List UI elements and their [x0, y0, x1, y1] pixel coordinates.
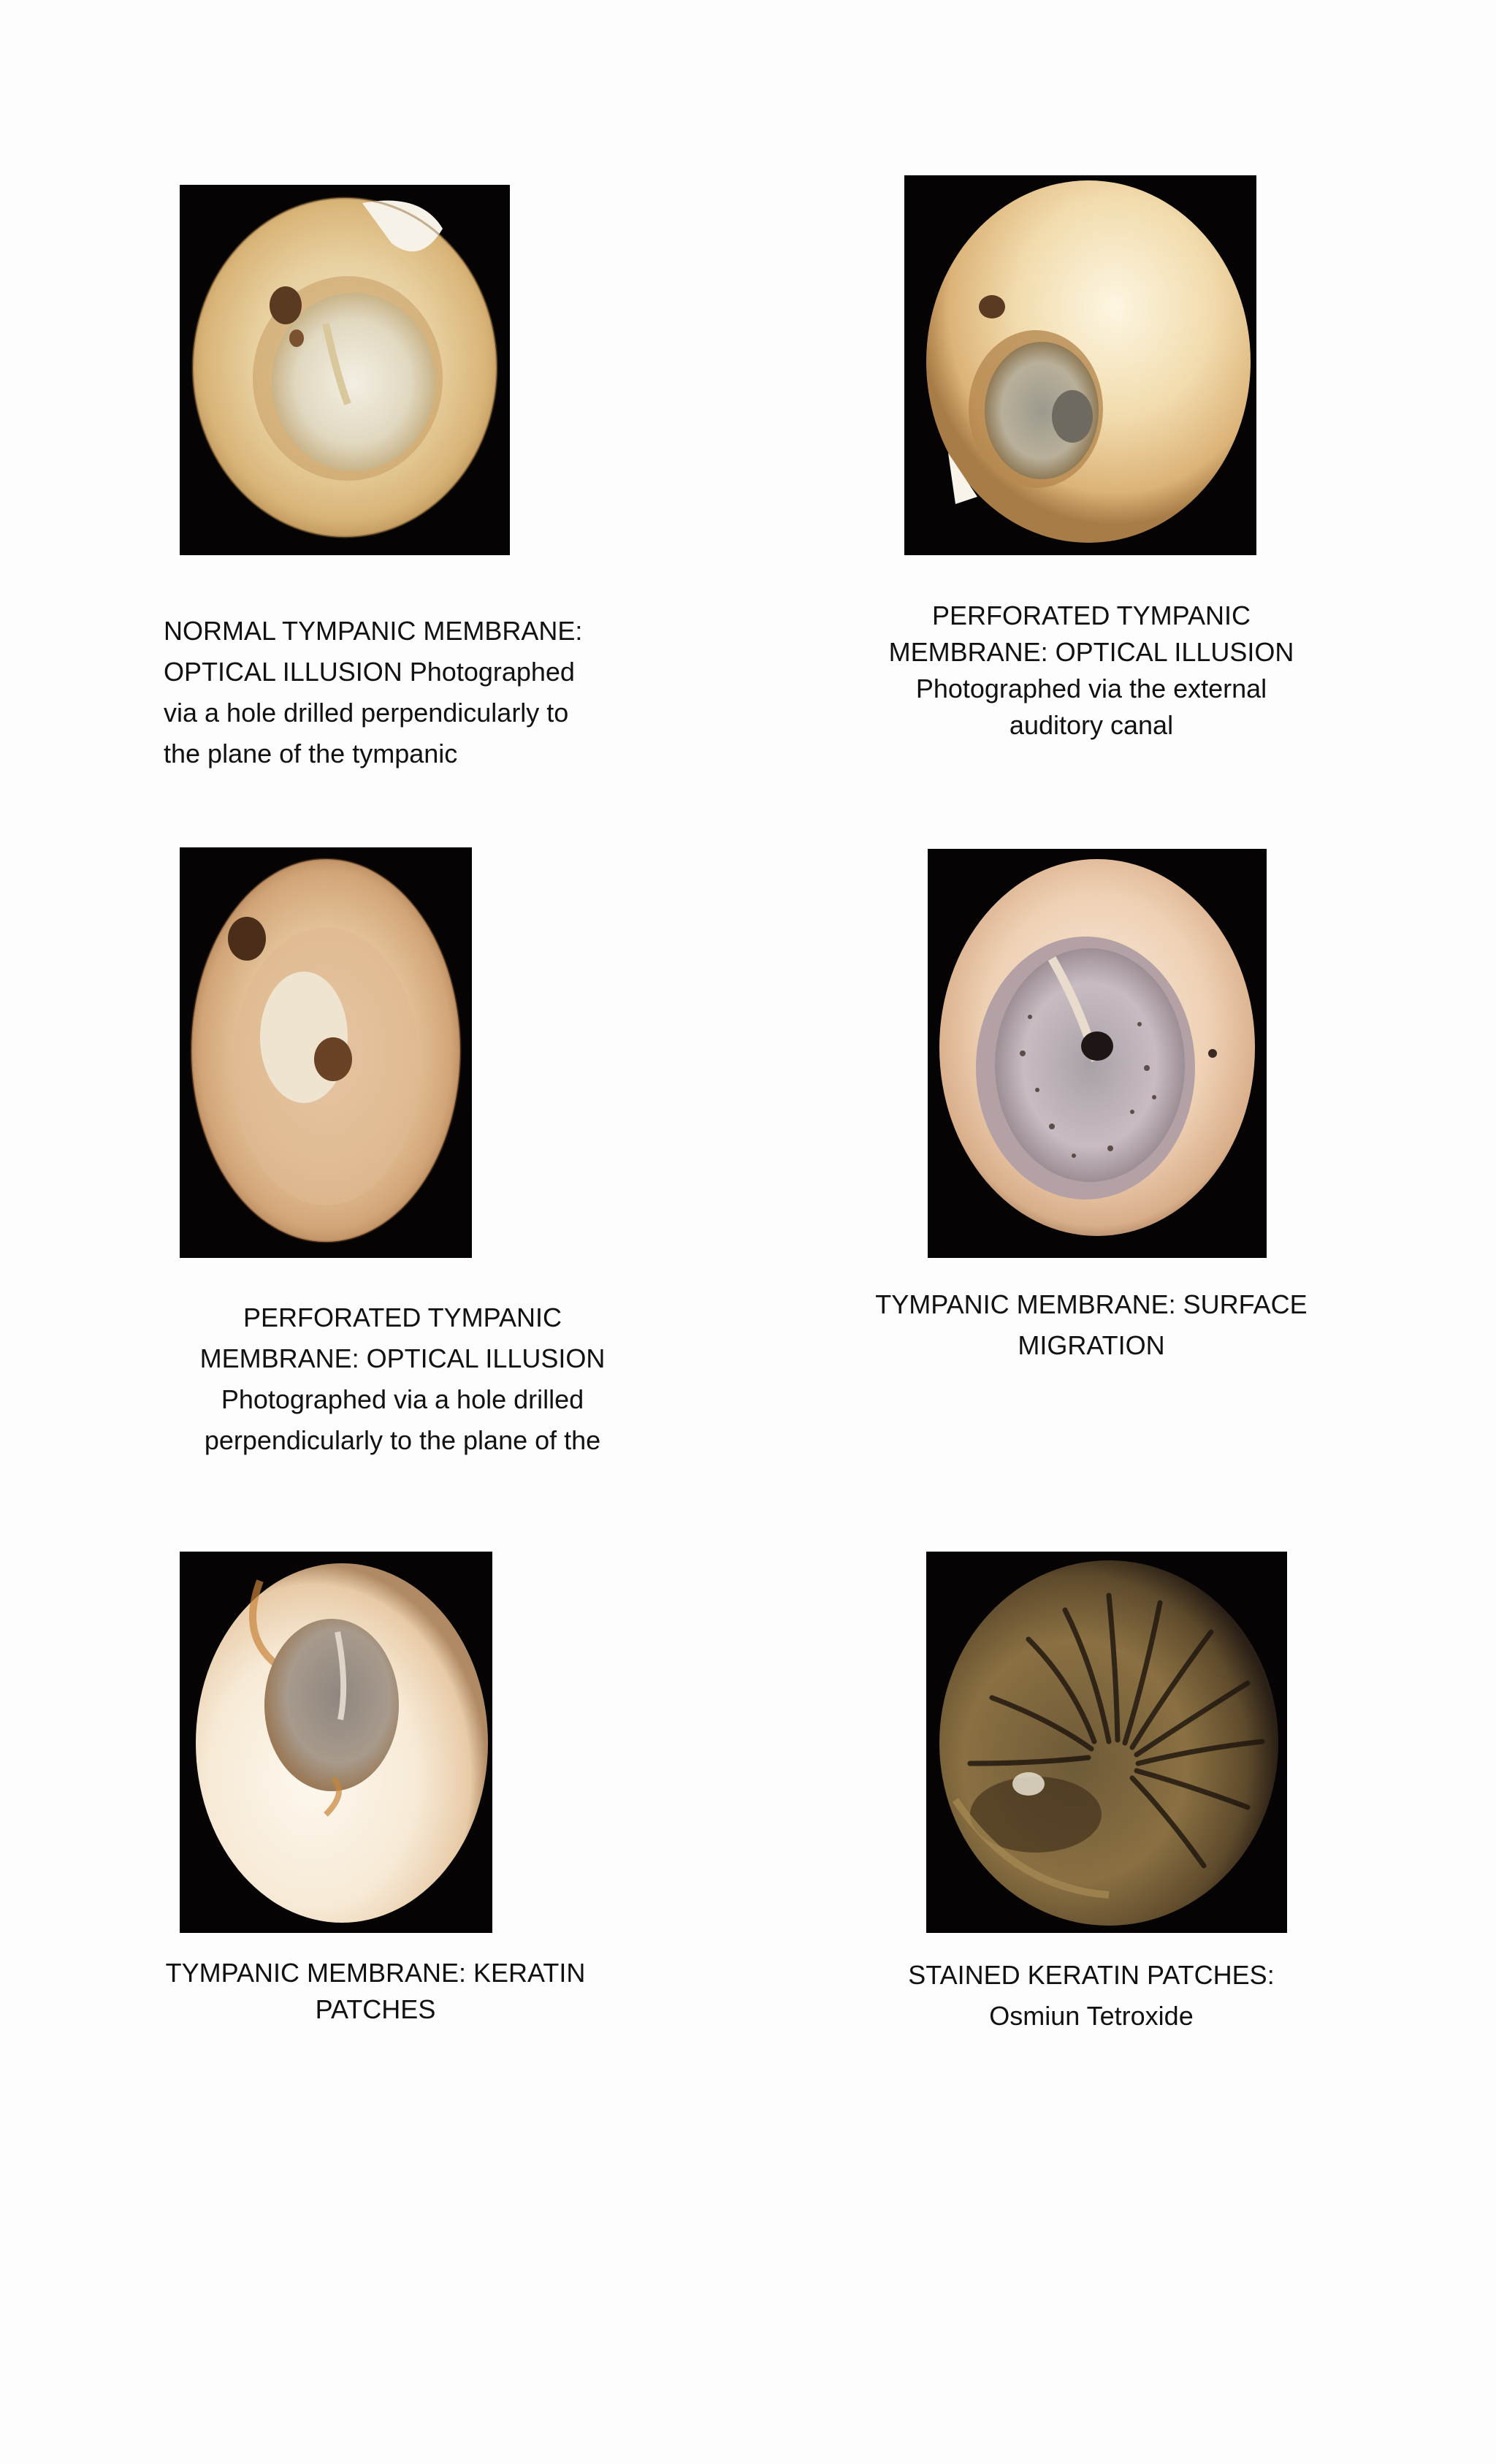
photo-perforated-tympanic-membrane-canal — [904, 175, 1256, 555]
caption-line: the plane of the tympanic — [164, 739, 458, 768]
caption-line: MEMBRANE: OPTICAL ILLUSION — [888, 637, 1294, 667]
caption-line: PERFORATED TYMPANIC — [931, 600, 1251, 630]
caption-line: TYMPANIC MEMBRANE: KERATIN — [165, 1958, 586, 1988]
caption-line: MIGRATION — [1018, 1330, 1165, 1360]
caption-perforated-tympanic-membrane-canal — [872, 598, 1310, 744]
caption-normal-tympanic-membrane — [164, 611, 582, 774]
caption-line: Photographed via the external — [915, 674, 1267, 703]
caption-line: STAINED KERATIN PATCHES: — [908, 1960, 1275, 1990]
photo-perforated-tympanic-membrane-drilled — [180, 847, 472, 1258]
caption-line: perpendicularly to the plane of the — [204, 1425, 601, 1455]
photo-tympanic-membrane-surface-migration — [928, 849, 1267, 1258]
caption-stained-keratin-patches — [872, 1955, 1310, 2037]
caption-line: Photographed via a hole drilled — [221, 1384, 584, 1414]
photo-stained-keratin-patches — [926, 1552, 1287, 1933]
caption-tympanic-membrane-surface-migration — [872, 1284, 1310, 1366]
caption-line: MEMBRANE: OPTICAL ILLUSION — [199, 1343, 606, 1373]
caption-line: via a hole drilled perpendicularly to — [164, 698, 569, 728]
caption-line: PATCHES — [315, 1994, 436, 2024]
caption-line: OPTICAL ILLUSION Photographed — [164, 657, 575, 687]
caption-tympanic-membrane-keratin-patches — [156, 1955, 595, 2028]
caption-line: PERFORATED TYMPANIC — [243, 1302, 562, 1332]
caption-line: TYMPANIC MEMBRANE: SURFACE — [875, 1289, 1308, 1319]
caption-perforated-tympanic-membrane-drilled — [172, 1297, 633, 1461]
photo-normal-tympanic-membrane — [180, 185, 510, 555]
caption-line: NORMAL TYMPANIC MEMBRANE: — [164, 616, 583, 646]
photo-tympanic-membrane-keratin-patches — [180, 1552, 492, 1933]
caption-line: auditory canal — [1009, 710, 1174, 740]
caption-line: Osmiun Tetroxide — [989, 2001, 1194, 2031]
